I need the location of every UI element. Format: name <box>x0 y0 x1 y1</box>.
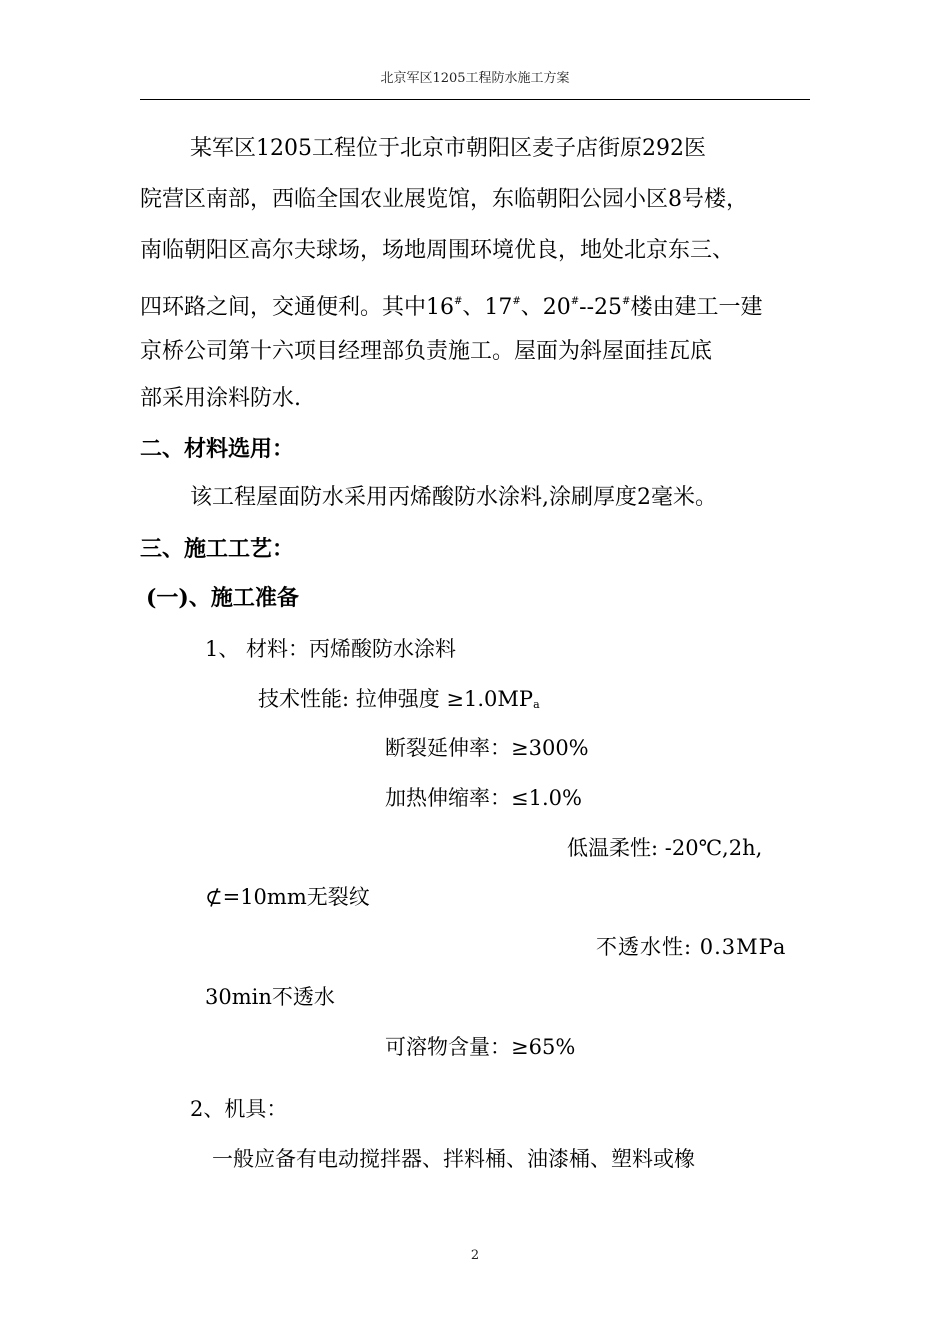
section-3-subheading: (一)、施工准备 <box>146 585 299 611</box>
tools-item-2: 2、机具： <box>190 1097 288 1121</box>
material-item-1: 1、 材料：丙烯酸防水涂料 <box>205 637 457 661</box>
sup-mark: # <box>570 296 580 307</box>
soluble-content: 可溶物含量：≥65% <box>385 1035 576 1059</box>
intro-line-4-a: 四环路之间，交通便利。其中16 <box>140 295 454 320</box>
low-temp-flex-cont: ⊄=10mm无裂纹 <box>205 885 370 909</box>
page-number: 2 <box>470 1248 480 1263</box>
section-2-text: 该工程屋面防水采用丙烯酸防水涂料,涂刷厚度2毫米。 <box>190 485 717 510</box>
intro-line-4-d: --25 <box>579 295 623 320</box>
header-title: 北京军区1205工程防水施工方案 <box>380 71 570 86</box>
intro-line-4-c: 、20 <box>520 295 571 320</box>
intro-line-4-e: 楼由建工一建 <box>630 295 763 320</box>
elongation: 断裂延伸率：≥300% <box>385 736 589 760</box>
impermeability: 不透水性: 0.3MPa <box>596 935 787 959</box>
heat-shrink: 加热伸缩率：≤1.0% <box>385 786 582 810</box>
sup-mark: # <box>454 296 463 307</box>
header-divider <box>140 99 810 100</box>
intro-line-4-b: 、17 <box>462 295 513 320</box>
sup-mark: # <box>622 296 631 307</box>
intro-line-6: 部采用涂料防水. <box>140 386 301 411</box>
intro-line-1: 某军区1205工程位于北京市朝阳区麦子店街原292医 <box>190 136 706 161</box>
intro-line-5: 京桥公司第十六项目经理部负责施工。屋面为斜屋面挂瓦底 <box>140 339 713 364</box>
section-2-heading: 二、材料选用： <box>140 436 295 462</box>
tools-text: 一般应备有电动搅拌器、拌料桶、油漆桶、塑料或橡 <box>212 1147 695 1171</box>
low-temp-flex: 低温柔性: -20℃,2h, <box>567 836 763 860</box>
tech-performance-sub: a <box>533 698 540 711</box>
sup-mark: # <box>512 296 521 307</box>
tech-performance <box>258 684 540 720</box>
tech-performance-label: 技术性能: 拉伸强度 ≥1.0MP <box>258 687 534 711</box>
intro-line-4 <box>140 287 762 323</box>
intro-line-3: 南临朝阳区高尔夫球场，场地周围环境优良，地处北京东三、 <box>140 238 735 263</box>
impermeability-cont: 30min不透水 <box>205 985 335 1009</box>
section-3-heading: 三、施工工艺： <box>140 536 295 562</box>
intro-line-2: 院营区南部，西临全国农业展览馆，东临朝阳公园小区8号楼， <box>140 187 748 212</box>
